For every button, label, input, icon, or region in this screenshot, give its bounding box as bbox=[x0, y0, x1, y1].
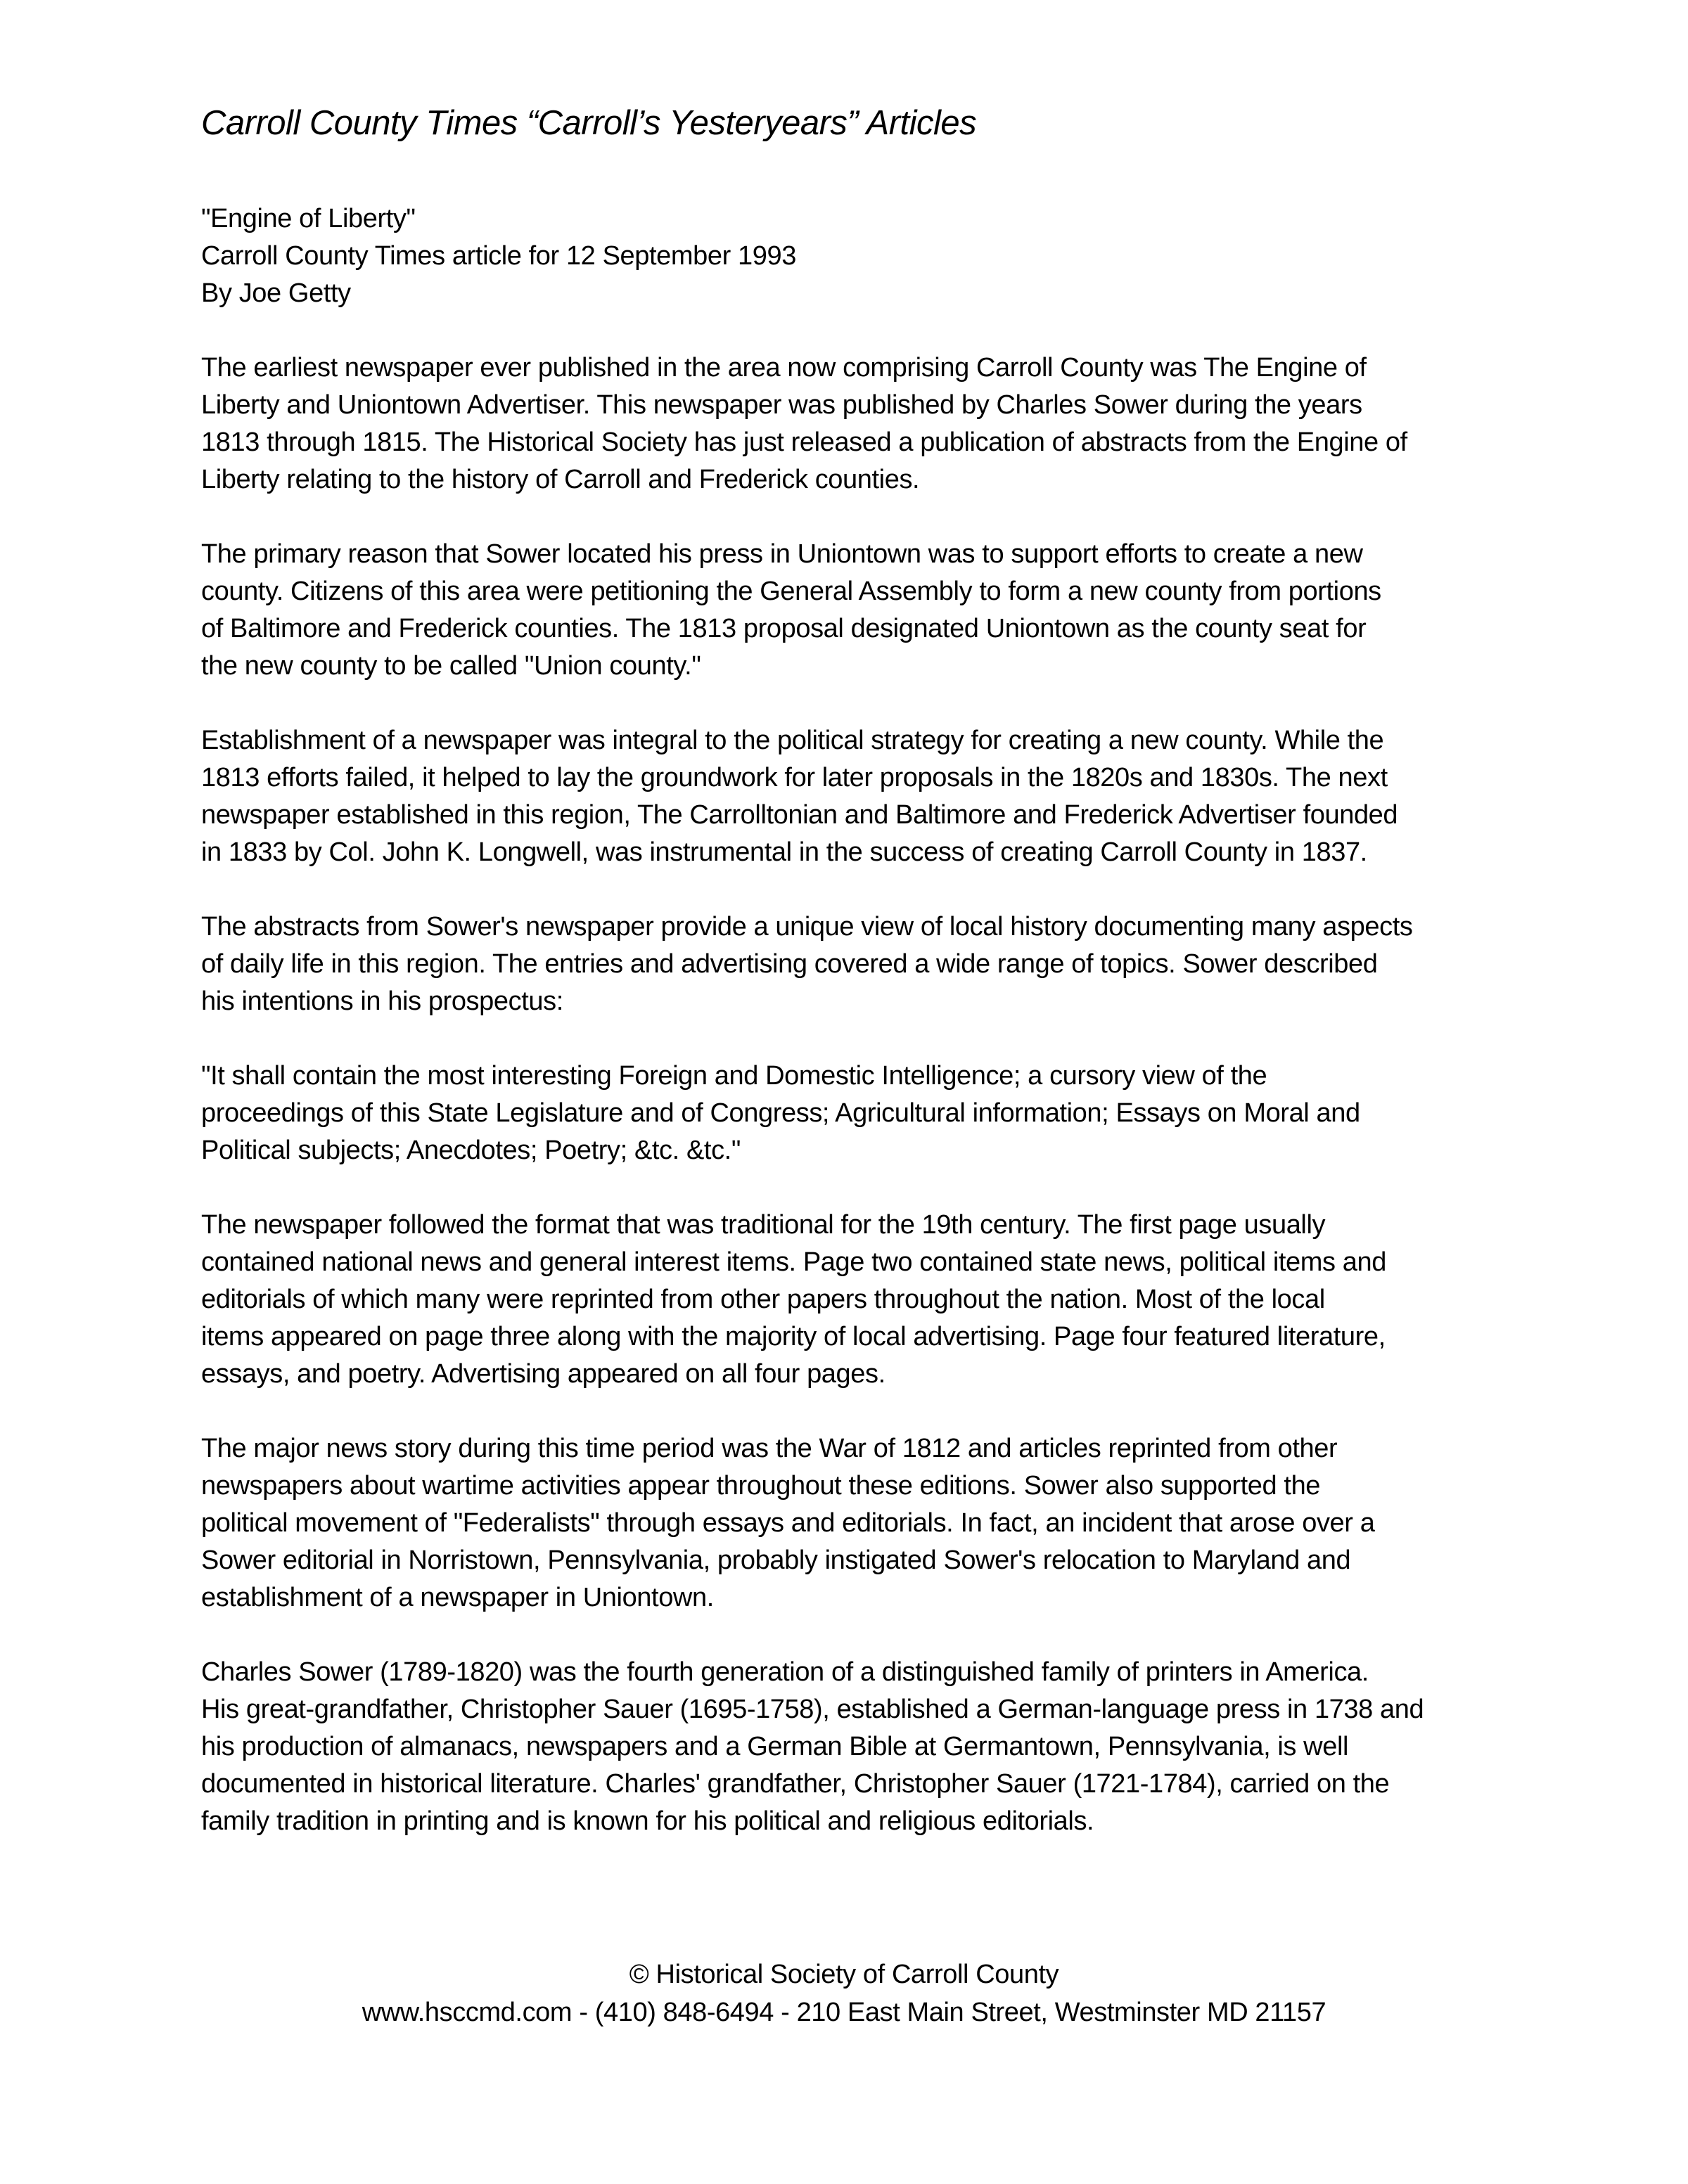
paragraph-line: 1813 efforts failed, it helped to lay the groundwork for later proposals in the 1820s and 1830s. The next bbox=[201, 763, 1388, 792]
paragraph-line: items appeared on page three along with the majority of local advertising. Page four featured literature, bbox=[201, 1322, 1386, 1351]
article-header bbox=[201, 200, 1424, 312]
document-title: Carroll County Times “Carroll’s Yesteryears” Articles bbox=[201, 104, 977, 142]
paragraph-line: proceedings of this State Legislature and of Congress; Agricultural information; Essays on Moral and bbox=[201, 1098, 1360, 1128]
paragraph bbox=[201, 1058, 1424, 1169]
paragraph-line: his intentions in his prospectus: bbox=[201, 987, 563, 1016]
paragraph bbox=[201, 349, 1424, 499]
paragraph-line: documented in historical literature. Charles' grandfather, Christopher Sauer (1721-1784), carried on the bbox=[201, 1769, 1390, 1799]
paragraph-line: contained national news and general interest items. Page two contained state news, political items and bbox=[201, 1247, 1387, 1277]
paragraph bbox=[201, 1654, 1424, 1840]
paragraph-line: The primary reason that Sower located his press in Uniontown was to support efforts to create a new bbox=[201, 539, 1363, 569]
paragraph-line: family tradition in printing and is known for his political and religious editorials. bbox=[201, 1806, 1094, 1836]
paragraph-line: of daily life in this region. The entries and advertising covered a wide range of topics. Sower described bbox=[201, 949, 1378, 979]
paragraph-line: The newspaper followed the format that was traditional for the 19th century. The first page usually bbox=[201, 1210, 1326, 1240]
paragraph-line: Political subjects; Anecdotes; Poetry; &tc. &tc." bbox=[201, 1136, 741, 1165]
footer-copyright: © Historical Society of Carroll County bbox=[629, 1960, 1059, 1989]
paragraph-line: county. Citizens of this area were petitioning the General Assembly to form a new county from portions bbox=[201, 577, 1381, 606]
paragraph-line: Sower editorial in Norristown, Pennsylvania, probably instigated Sower's relocation to Maryland and bbox=[201, 1546, 1351, 1575]
paragraph-line: 1813 through 1815. The Historical Society has just released a publication of abstracts from the Engine of bbox=[201, 428, 1407, 457]
article-date: Carroll County Times article for 12 September 1993 bbox=[201, 241, 796, 271]
paragraph-line: in 1833 by Col. John K. Longwell, was instrumental in the success of creating Carroll County in 1837. bbox=[201, 837, 1367, 867]
paragraph-line: The earliest newspaper ever published in the area now comprising Carroll County was The Engine of bbox=[201, 353, 1367, 383]
paragraph-line: "It shall contain the most interesting Foreign and Domestic Intelligence; a cursory view of the bbox=[201, 1061, 1267, 1091]
paragraph-line: political movement of "Federalists" through essays and editorials. In fact, an incident that arose over a bbox=[201, 1508, 1375, 1538]
paragraph-line: Charles Sower (1789-1820) was the fourth generation of a distinguished family of printers in America. bbox=[201, 1657, 1369, 1687]
paragraph-line: Establishment of a newspaper was integral to the political strategy for creating a new county. While the bbox=[201, 726, 1384, 755]
paragraph-line: The major news story during this time period was the War of 1812 and articles reprinted from other bbox=[201, 1434, 1338, 1463]
paragraph bbox=[201, 536, 1424, 685]
paragraph bbox=[201, 1207, 1424, 1393]
article-body bbox=[201, 200, 1424, 1877]
paragraph-line: of Baltimore and Frederick counties. The 1813 proposal designated Uniontown as the county seat for bbox=[201, 614, 1367, 643]
article-title: "Engine of Liberty" bbox=[201, 204, 416, 233]
paragraph bbox=[201, 722, 1424, 871]
paragraph-line: His great-grandfather, Christopher Sauer (1695-1758), established a German-language press in 1738 and bbox=[201, 1695, 1424, 1724]
footer bbox=[0, 1955, 1688, 2031]
paragraph-line: The abstracts from Sower's newspaper provide a unique view of local history documenting many aspects bbox=[201, 912, 1413, 942]
paragraph-line: Liberty relating to the history of Carroll and Frederick counties. bbox=[201, 465, 920, 494]
paragraph-line: newspapers about wartime activities appear throughout these editions. Sower also supported the bbox=[201, 1471, 1321, 1501]
paragraph-line: establishment of a newspaper in Uniontown. bbox=[201, 1583, 714, 1612]
paragraph bbox=[201, 1430, 1424, 1617]
paragraph-line: his production of almanacs, newspapers and a German Bible at Germantown, Pennsylvania, is well bbox=[201, 1732, 1349, 1761]
paragraph-line: editorials of which many were reprinted from other papers throughout the nation. Most of the local bbox=[201, 1285, 1325, 1314]
paragraph-line: newspaper established in this region, The Carrolltonian and Baltimore and Frederick Advertiser founded bbox=[201, 800, 1398, 830]
article-author: By Joe Getty bbox=[201, 278, 351, 308]
paragraph-line: the new county to be called "Union county." bbox=[201, 651, 701, 681]
paragraph-line: essays, and poetry. Advertising appeared on all four pages. bbox=[201, 1359, 885, 1389]
paragraph bbox=[201, 908, 1424, 1020]
paragraph-line: Liberty and Uniontown Advertiser. This newspaper was published by Charles Sower during the years bbox=[201, 390, 1362, 420]
footer-contact: www.hsccmd.com - (410) 848-6494 - 210 East Main Street, Westminster MD 21157 bbox=[362, 1998, 1326, 2027]
